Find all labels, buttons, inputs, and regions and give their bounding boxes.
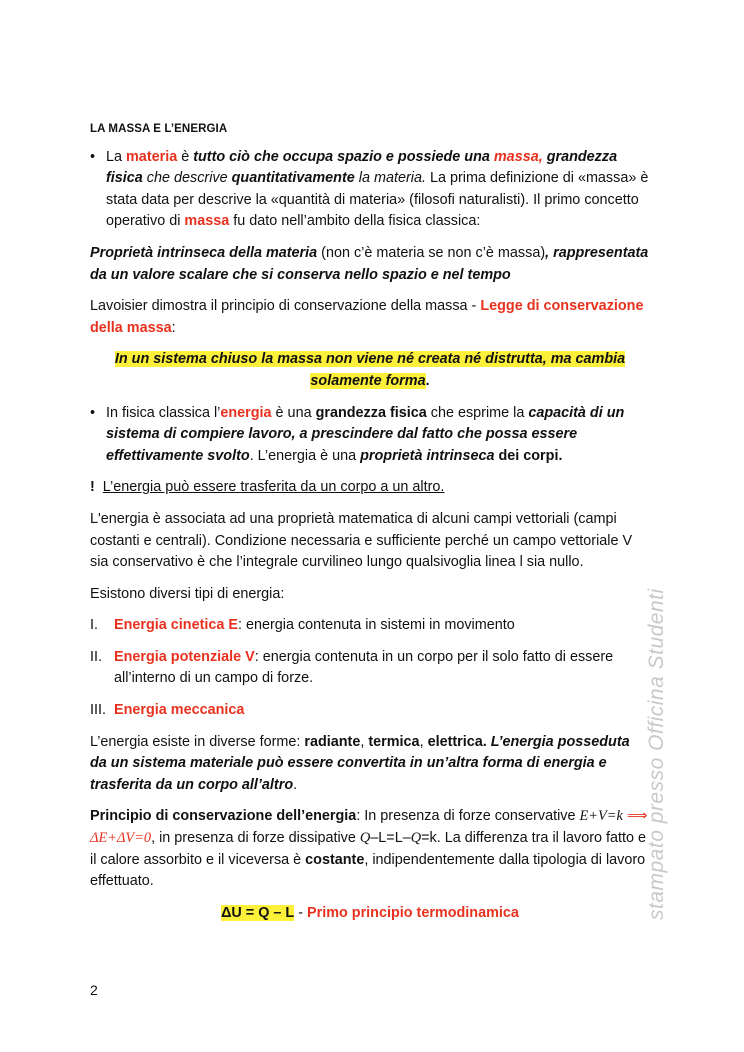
text-run: =k. La differenza tra il lavoro fatto e il calore assorbito e il viceversa è [90,830,647,868]
list-number: I. [90,617,98,634]
paragraph-materia [90,147,650,233]
text-run: capacità di un sistema di compiere lavoro, a prescindere dal fatto che possa essere effettivamente svolto [106,404,625,464]
text-run: , rappresentata da un valore scalare che si conserva nello spazio e nel tempo [90,244,649,283]
text-run: , indipendentemente dalla tipologia di lavoro effettuato. [90,851,646,890]
text-run: è una [271,404,316,421]
term-energia-meccanica: Energia meccanica [114,702,245,719]
text-run: tutto ciò che occupa spazio e possiede una [193,148,490,165]
term-legge-conservazione: Legge di conservazione della massa [90,298,644,336]
text-run: quantitativamente [231,170,355,187]
paragraph-campi: L'energia è associata ad una proprietà matematica di alcuni campi vettoriali (campi costanti e centrali). Condizione necessaria e sufficiente perché un campo vettoriale V sia conservativo è che l’integrale curvilineo lungo qualsivoglia linea l sia nullo. [90,510,633,571]
page-number: 2 [90,982,98,998]
symbol-q: Q [359,830,371,847]
list-number: II. [90,648,102,665]
text-run: , in presenza di forze dissipative [151,830,360,847]
section-header: LA MASSA E L’ENERGIA [90,123,228,135]
text-run: proprietà intrinseca [360,447,495,464]
text-run: L’energia posseduta da un sistema materiale può essere convertita in un’altra forma di energia e trasferita da un corpo all’altro [90,733,630,793]
bullet-mark: • [90,404,96,421]
term-materia: materia [126,148,178,165]
paragraph-trasferimento [90,477,650,499]
text-run: , [360,733,369,750]
text-run: che descrive [142,170,232,187]
text-run: costante [305,851,365,868]
exclamation-mark: ! [90,479,95,496]
text-run: . [293,776,298,793]
text-run: termica [368,733,420,750]
formula-conservativa: E+V=k [579,808,623,825]
text-run: : In presenza di forze conservative [356,808,580,825]
term-energia-cinetica: Energia cinetica E [114,617,238,634]
term-energia: energia [220,404,272,421]
bullet-mark: • [90,148,96,165]
first-law-line [90,903,650,925]
text-run: fu dato nell’ambito della fisica classica: [229,213,481,230]
paragraph-lavoisier [90,296,650,339]
text-run: (non c’è materia se non c’è massa) [317,244,546,261]
formula-delta: ΔE+ΔV=0 [90,830,152,847]
paragraph-forme [90,732,650,797]
paragraph-energia [90,403,650,468]
text-run: Lavoisier dimostra il principio di conservazione della massa - [90,298,481,315]
symbol-q: Q [410,830,422,847]
underlined-note: L’energia può essere trasferita da un corpo a un altro. [102,479,445,496]
paragraph-tipi-intro: Esistono diversi tipi di energia: [90,585,285,602]
text-run: grandezza fisica [315,404,427,421]
text-run: grandezza fisica [106,148,618,187]
text-run: Proprietà intrinseca della materia [90,244,318,261]
text-run: elettrica. [427,733,487,750]
text-run: La [106,148,127,165]
list-item-meccanica [90,700,650,722]
text-run: : energia contenuta in sistemi in movimento [237,617,515,634]
text-run: In fisica classica l’ [106,404,221,421]
text-run: è [177,148,194,165]
highlight-text: In un sistema chiuso la massa non viene né creata né distrutta, ma cambia solamente forma [114,351,626,389]
text-run: dei corpi. [494,447,563,464]
text-run: La prima definizione di «massa» è stata data per descrive la «quantità di materia» (filosofi naturalisti). Il primo concetto operativo di [106,170,649,230]
list-item-potenziale [90,647,650,690]
page-content [90,119,650,924]
first-law-title: Primo principio termodinamica [307,904,519,921]
text-run: la materia. [354,170,426,187]
text-run: : [171,319,176,336]
text-run: L’energia esiste in diverse forme: [90,733,305,750]
term-energia-potenziale: Energia potenziale V [114,648,255,665]
implies-arrow: ⟹ [626,808,648,825]
text-run: –L=L– [370,830,411,847]
text-run: radiante [304,733,361,750]
text-run: che esprime la [426,404,529,421]
term-massa: massa, [493,148,543,165]
text-run: - [294,904,307,921]
watermark: stampato presso Officina Studenti [645,588,668,920]
paragraph-proprieta [90,243,650,286]
text-run: , [419,733,428,750]
text-run: . [425,372,430,389]
first-law-formula: ΔU = Q – L [221,904,295,921]
text-run: Principio di conservazione dell’energia [90,808,357,825]
paragraph-principio [90,806,650,892]
term-massa: massa [184,213,230,230]
highlighted-statement [90,349,650,392]
text-run: . L’energia è una [249,447,361,464]
list-item-cinetica [90,615,650,637]
list-number: III. [90,702,106,719]
text-run: : energia contenuta in un corpo per il solo fatto di essere all’interno di un campo di forze. [114,648,614,687]
